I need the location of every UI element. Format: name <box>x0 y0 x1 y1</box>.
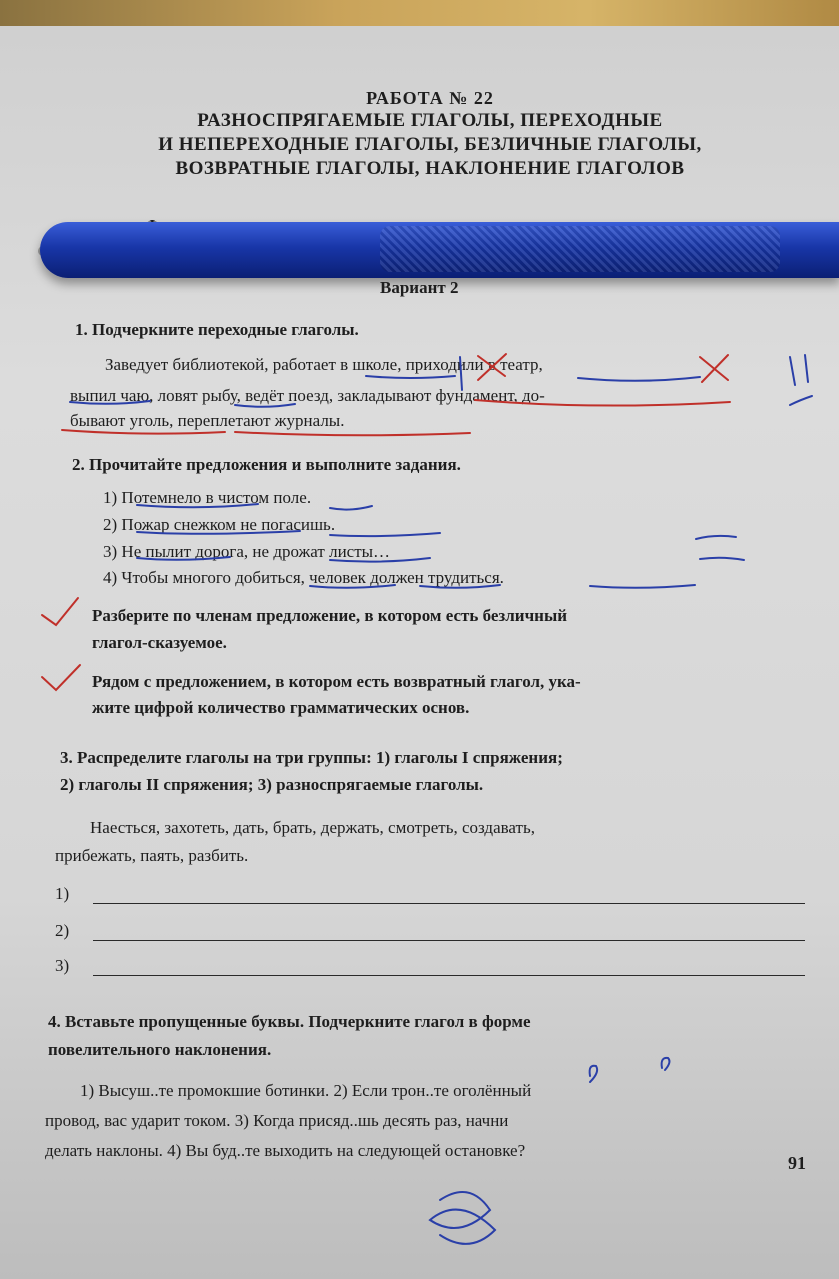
scribble <box>430 1192 495 1244</box>
title-line-2: И НЕПЕРЕХОДНЫЕ ГЛАГОЛЫ, БЕЗЛИЧНЫЕ ГЛАГОЛЫ, <box>158 134 702 155</box>
task1-title: 1. Подчеркните переходные глаголы. <box>75 320 359 339</box>
underline-dobitsya <box>310 585 395 588</box>
underline-rabotaet <box>366 376 455 378</box>
task1-line-1: Заведует библиотекой, работает в школе, приходили в театр, <box>105 355 543 374</box>
underline-pole <box>330 506 372 510</box>
underline-prihodili <box>578 377 700 381</box>
divider-mark <box>460 357 462 390</box>
underline-ne-pylit <box>137 557 230 560</box>
underline-pozhar <box>137 531 300 534</box>
variant-label: Вариант 2 <box>380 278 459 297</box>
task2-sub2-line-1: Рядом с предложением, в котором есть возвратный глагол, ука- <box>92 672 581 691</box>
answer-label-2: 2) <box>55 921 70 940</box>
task1-line-3: бывают уголь, переплетают журналы. <box>70 411 345 430</box>
task4-text-line-3: делать наклоны. 4) Вы буд..те выходить на следующей остановке? <box>45 1141 526 1160</box>
underline-pereplyetayut <box>235 432 470 435</box>
task2-sentence-2: 2) Пожар снежком не погасишь. <box>103 515 336 534</box>
task3-words-line-1: Наесться, захотеть, дать, брать, держать, смотреть, создавать, <box>90 818 535 837</box>
task2-sub1-line-1: Разберите по членам предложение, в котором есть безличный <box>92 606 568 625</box>
answer-label-1: 1) <box>55 884 70 903</box>
task3-title-line-1: 3. Распределите глаголы на три группы: 1) глаголы I спряжения; <box>60 748 563 767</box>
answer-label-3: 3) <box>55 956 70 975</box>
cross-mark-1 <box>478 354 506 380</box>
work-number: РАБОТА № 22 <box>366 88 494 108</box>
task1-line-2: выпил чаю, ловят рыбу, ведёт поезд, закладывают фундамент, до- <box>70 386 545 405</box>
underline-zakladyvayut <box>475 400 730 406</box>
underline-chelovek <box>420 585 500 588</box>
task2-sentence-3: 3) Не пылит дорога, не дрожат листы… <box>103 542 391 561</box>
page-number: 91 <box>788 1153 806 1173</box>
underline-truditsya <box>590 585 695 588</box>
underline-vypil <box>70 401 150 404</box>
margin-dash <box>790 396 812 405</box>
task2-sentence-4: 4) Чтобы многого добиться, человек должен трудиться. <box>103 568 504 587</box>
dash-mark-2 <box>700 558 744 560</box>
letter-e-2 <box>662 1058 670 1070</box>
task4-title-line-1: 4. Вставьте пропущенные буквы. Подчеркните глагол в форме <box>48 1012 531 1031</box>
task2-sub2-line-2: жите цифрой количество грамматических основ. <box>92 698 470 717</box>
underline-lovyat <box>235 404 295 407</box>
task4-text-line-1: 1) Высуш..те промокшие ботинки. 2) Если трон..те оголённый <box>80 1081 532 1100</box>
check-mark-1 <box>42 598 78 625</box>
dash-mark-1 <box>696 536 736 539</box>
title-line-3: ВОЗВРАТНЫЕ ГЛАГОЛЫ, НАКЛОНЕНИЕ ГЛАГОЛОВ <box>175 158 685 179</box>
check-mark-2 <box>42 665 80 690</box>
task3-title-line-2: 2) глаголы II спряжения; 3) разноспрягаемые глаголы. <box>60 775 484 794</box>
margin-strokes <box>790 355 808 385</box>
task2-title: 2. Прочитайте предложения и выполните задания. <box>72 455 461 474</box>
task3-words-line-2: прибежать, паять, разбить. <box>55 846 249 865</box>
letter-e-1 <box>590 1066 598 1082</box>
task4-title-line-2: повелительного наклонения. <box>48 1040 272 1059</box>
underline-pogasish <box>330 533 440 536</box>
cross-mark-2 <box>700 355 728 382</box>
task4-text-line-2: провод, вас ударит током. 3) Когда присяд..шь десять раз, начни <box>45 1111 509 1130</box>
task2-sentence-1: 1) Потемнело в чистом поле. <box>103 488 312 507</box>
title-line-1: РАЗНОСПРЯГАЕМЫЕ ГЛАГОЛЫ, ПЕРЕХОДНЫЕ <box>197 110 663 131</box>
underline-potemnelo <box>137 504 258 507</box>
underline-ne-drozhat <box>330 558 430 562</box>
task2-sub1-line-2: глагол-сказуемое. <box>92 633 227 652</box>
underline-dobyvayut <box>62 430 225 434</box>
